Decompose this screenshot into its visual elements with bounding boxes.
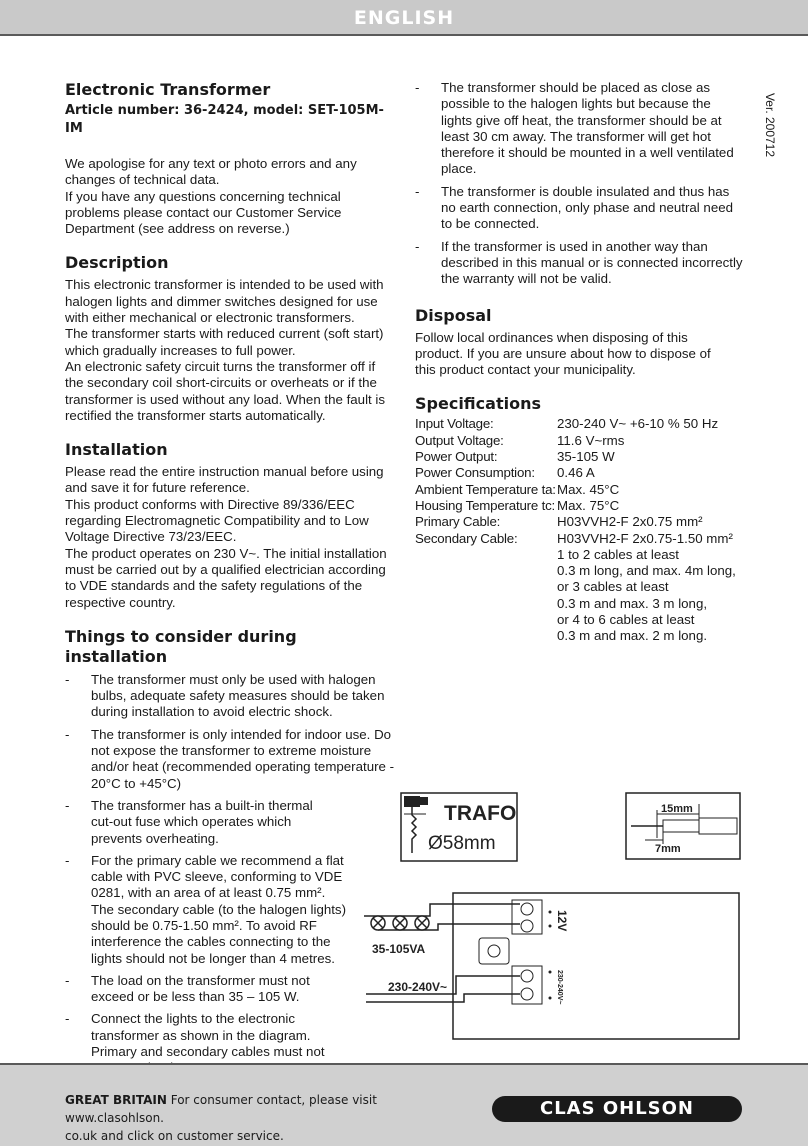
wire-strip-diagram — [625, 792, 741, 860]
list-item-text: For the primary cable we recommend a flat cable with PVC sleeve, conforming to VDE 0281, with an area of at least 0.75 mm². The secondary cable (to the halogen lights) should be 0.75-1.50 mm². To avoid RF interference the cables connecting to the lights should not be longer than 4 metres. — [91, 852, 347, 966]
list-dash: - — [65, 852, 70, 868]
terminal-screw-icon — [521, 920, 533, 932]
things-heading: Things to consider during installation — [65, 626, 297, 666]
spec-row — [415, 563, 736, 579]
spec-label — [415, 563, 557, 579]
intro-paragraph: If you have any questions concerning technical problems please contact our Customer Service Department (see address on reverse.) — [65, 188, 342, 237]
output-voltage-label: 12V — [555, 910, 569, 932]
spec-label: Input Voltage: — [415, 416, 494, 432]
marker-dot — [549, 925, 552, 928]
installation-paragraph: This product conforms with Directive 89/336/EEC regarding Electromagnetic Compatibility and to Low Voltage Directive 73/23/EEC. — [65, 496, 369, 545]
spec-label — [415, 579, 557, 595]
disposal-heading: Disposal — [415, 305, 492, 325]
installation-paragraph: Please read the entire instruction manual before using and save it for future reference. — [65, 464, 384, 496]
strip-15mm-label: 15mm — [661, 803, 693, 815]
outer-sleeve-shape — [699, 818, 737, 834]
spec-row — [415, 465, 736, 481]
inner-insulation-shape — [663, 820, 699, 832]
list-dash: - — [65, 726, 70, 742]
specifications-table — [415, 416, 736, 644]
spec-label: Power Output: — [415, 449, 498, 465]
spec-label: Housing Temperature tc: — [415, 497, 556, 513]
trafo-diameter: Ø58mm — [428, 833, 496, 854]
spec-value: Max. 75°C — [557, 497, 620, 513]
list-item — [65, 973, 327, 1006]
trafo-cap-shape — [404, 796, 420, 807]
left-column — [65, 80, 395, 1083]
footer-country: GREAT BRITAIN — [65, 1093, 167, 1107]
spec-label — [415, 596, 557, 612]
spec-value: Max. 45°C — [557, 481, 620, 497]
spec-row — [415, 628, 736, 644]
trafo-label-diagram — [400, 792, 518, 862]
list-dash: - — [65, 671, 70, 687]
article-number: Article number: 36-2424, model: SET-105M-IM — [65, 103, 384, 136]
spec-row — [415, 579, 736, 595]
list-item — [415, 80, 745, 178]
spec-label — [415, 547, 557, 563]
strip-7mm-label: 7mm — [655, 843, 681, 855]
spec-row — [415, 531, 736, 547]
list-item — [65, 727, 395, 792]
spec-value: 35-105 W — [557, 449, 615, 465]
spec-row — [415, 612, 736, 628]
trafo-text: TRAFO — [444, 802, 517, 825]
spec-label: Output Voltage: — [415, 432, 504, 448]
spec-label — [415, 612, 557, 628]
spec-value: H03VVH2-F 2x0.75-1.50 mm² — [557, 530, 733, 546]
wiring-diagram — [360, 888, 750, 1050]
footer-text-line1: For consumer contact, please visit www.clasohlson. — [65, 1093, 377, 1125]
clamp-screw-icon — [488, 945, 500, 957]
list-item — [65, 853, 347, 967]
terminal-screw-icon — [521, 988, 533, 1000]
right-column — [415, 80, 745, 645]
installation-paragraph: The product operates on 230 V~. The initial installation must be carried out by a qualified electrician according to VDE standards and the safety regulations of the respective country. — [65, 545, 387, 610]
list-item-text: The transformer should be placed as close as possible to the halogen lights but because the lights give off heat, the transformer should be at least 30 cm away. The transformer will get hot therefore it should be mounted in a well ventilated place. — [441, 80, 734, 177]
list-item-text: If the transformer is used in another way than described in this manual or is connected incorrectly the warranty will not be valid. — [441, 238, 743, 287]
spec-value: 0.3 m and max. 3 m long, — [557, 595, 708, 611]
spec-value: 230-240 V~ +6-10 % 50 Hz — [557, 416, 719, 432]
footer-contact — [65, 1091, 445, 1145]
list-item-text: Connect the lights to the electronic transformer as shown in the diagram. Primary and secondary cables must not — [91, 1011, 325, 1060]
spec-label: Secondary Cable: — [415, 530, 518, 546]
description-paragraph: This electronic transformer is intended to be used with halogen lights and dimmer switches designed for use with either mechanical or electronic transformers. — [65, 277, 384, 326]
disposal-text: Follow local ordinances when disposing of this product. If you are unsure about how to dispose of this product contact your municipality. — [415, 329, 711, 378]
list-item-text: The transformer has a built-in thermal cut-out fuse which operates which prevents overheating. — [91, 797, 313, 846]
spec-value: 1 to 2 cables at least — [557, 546, 679, 562]
marker-dot — [549, 911, 552, 914]
spec-label: Primary Cable: — [415, 514, 501, 530]
brand-logo: CLAS OHLSON — [492, 1096, 742, 1122]
spec-row — [415, 547, 736, 563]
list-dash: - — [65, 972, 70, 988]
terminal-screw-icon — [521, 970, 533, 982]
spec-row — [415, 433, 736, 449]
marker-dot — [549, 971, 552, 974]
load-label: 35-105VA — [372, 942, 426, 956]
spec-value: or 3 cables at least — [557, 579, 669, 595]
list-item — [65, 672, 395, 721]
list-dash: - — [415, 183, 420, 199]
description-paragraph: The transformer starts with reduced current (soft start) which gradually increases to full power. — [65, 326, 384, 358]
spec-row — [415, 498, 736, 514]
list-item-text: The transformer is double insulated and thus has no earth connection, only phase and neutral need to be connected. — [441, 183, 734, 232]
spec-row — [415, 416, 736, 432]
spec-row — [415, 482, 736, 498]
trafo-cap-shape — [420, 797, 428, 805]
footer-text-line2: co.uk and click on customer service. — [65, 1129, 284, 1143]
language-label: ENGLISH — [353, 7, 455, 29]
version-text: Ver. 200712 — [763, 92, 777, 158]
spec-value: H03VVH2-F 2x0.75 mm² — [557, 514, 703, 530]
input-voltage-small-label: 230-240V~ — [556, 970, 563, 1005]
spec-row — [415, 449, 736, 465]
intro-paragraph: We apologise for any text or photo errors and any changes of technical data. — [65, 156, 357, 188]
spec-row — [415, 596, 736, 612]
list-dash: - — [65, 797, 70, 813]
description-heading: Description — [65, 253, 169, 273]
spec-label: Power Consumption: — [415, 465, 535, 481]
list-item-text: The load on the transformer must not exceed or be less than 35 – 105 W. — [91, 972, 310, 1005]
installation-heading: Installation — [65, 440, 168, 460]
spec-value: or 4 to 6 cables at least — [557, 612, 695, 628]
list-dash: - — [415, 80, 420, 95]
spec-value: 11.6 V~rms — [557, 432, 625, 448]
document-title: Electronic Transformer — [65, 80, 271, 99]
specifications-heading: Specifications — [415, 394, 541, 414]
list-item — [415, 239, 745, 288]
lamp-icons — [371, 916, 429, 930]
list-item-text: The transformer is only intended for indoor use. Do not expose the transformer to extreme moisture and/or heat (recommended operating temperature - 20°C to +45°C) — [91, 726, 395, 791]
language-banner — [0, 0, 808, 36]
spec-value: 0.3 m long, and max. 4m long, — [557, 563, 736, 579]
spec-label — [415, 628, 557, 644]
list-item — [65, 798, 327, 847]
spec-row — [415, 514, 736, 530]
description-paragraph: An electronic safety circuit turns the transformer off if the secondary coil short-circuits or overheats or if the transformer is used without any load. When the fault is rectified the transformer starts automatically. — [65, 358, 386, 423]
list-item-text: The transformer must only be used with halogen bulbs, adequate safety measures should be taken during installation to avoid electric shock. — [91, 671, 385, 720]
spec-label: Ambient Temperature ta: — [415, 481, 556, 497]
terminal-screw-icon — [521, 903, 533, 915]
version-marker — [760, 84, 780, 174]
transformer-body — [453, 893, 739, 1039]
marker-dot — [549, 997, 552, 1000]
list-dash: - — [415, 238, 420, 254]
list-item — [415, 184, 745, 233]
spec-value: 0.3 m and max. 2 m long. — [557, 628, 708, 644]
list-dash: - — [65, 1011, 70, 1027]
spec-value: 0.46 A — [557, 465, 595, 481]
footer — [0, 1063, 808, 1146]
input-label: 230-240V~ — [388, 980, 448, 994]
